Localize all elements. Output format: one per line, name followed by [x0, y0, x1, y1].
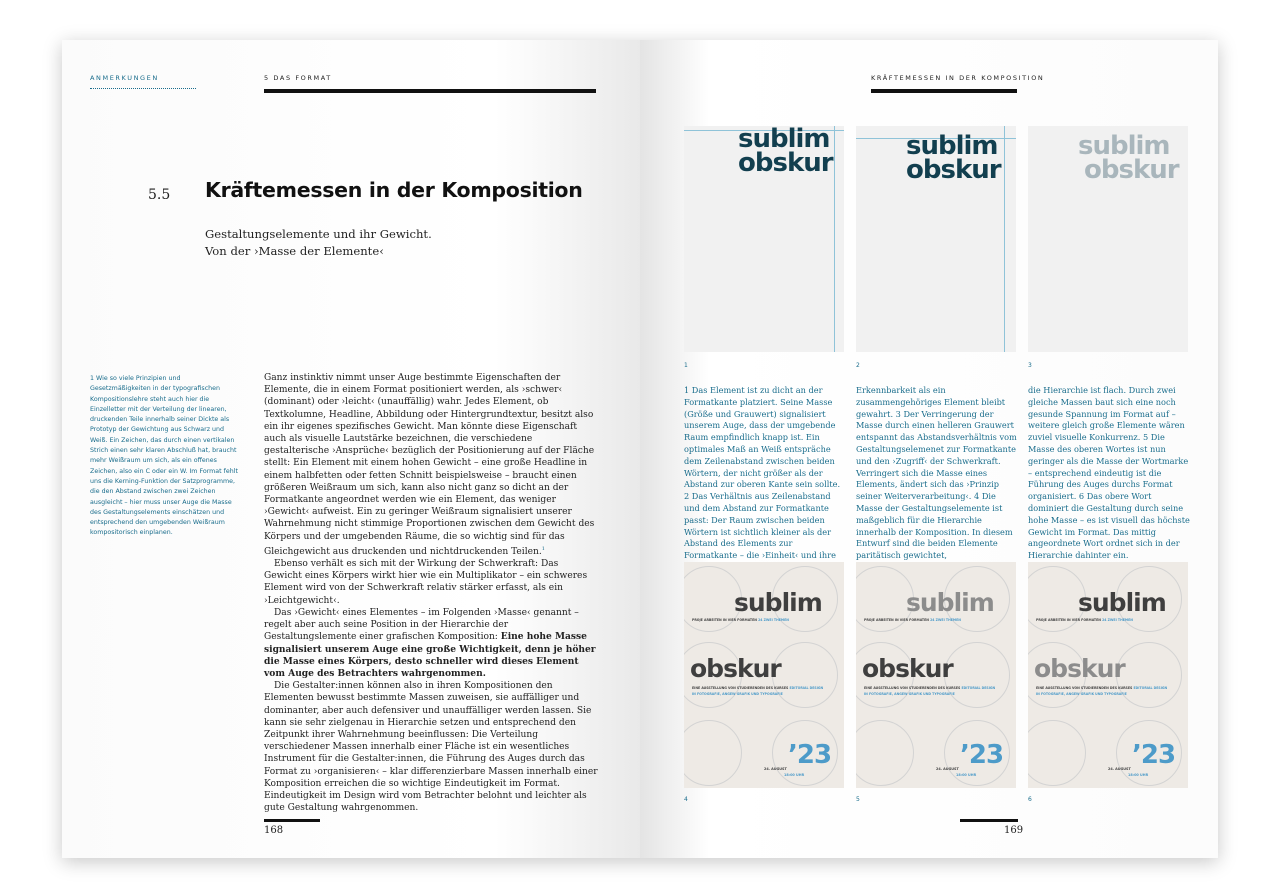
poster-line-c: IN FOTOGRAFIE, ANGEW GRAFIK UND TYPOGRAFIE — [1036, 692, 1127, 696]
paragraph-3-bold: Eine hohe Masse signalisiert unserem Auge eine große Wichtigkeit, denn je höher die Masse eines Körpers, desto schneller wird dieses Element vom Auge des Betrachters wahrgenommen. — [264, 631, 596, 679]
guide-line — [1004, 126, 1005, 352]
wordmark-line-1: sublim — [738, 126, 830, 154]
decorative-circle — [856, 720, 914, 786]
folio-rule-left — [264, 819, 320, 822]
poster-line-b — [692, 686, 823, 690]
poster-word-2: obskur — [862, 654, 953, 683]
thumbnail-number: 6 — [1028, 796, 1032, 803]
poster-word-1: sublim — [906, 588, 994, 617]
guide-line — [834, 126, 835, 352]
poster-line-c: IN FOTOGRAFIE, ANGEW GRAFIK UND TYPOGRAFIE — [692, 692, 783, 696]
body-paragraph-3 — [264, 607, 598, 680]
folio-right: 169 — [1004, 825, 1024, 836]
poster-year: ’23 — [1132, 740, 1176, 770]
poster-word-1: sublim — [734, 588, 822, 617]
poster-6 — [1028, 562, 1188, 788]
decorative-circle — [684, 720, 742, 786]
poster-date: 24. AUGUST — [936, 767, 959, 771]
running-head-right: KRÄFTEMESSEN IN DER KOMPOSITION — [871, 74, 1045, 82]
thumbnail-number: 4 — [684, 796, 688, 803]
caption-column-1: 1 Das Element ist zu dicht an der Formatkante platziert. Seine Masse (Größe und Grauwert) signalisiert unserem Auge, dass der umgebende Raum empfindlich knapp ist. Ein optimales Maß an Weiß entspräche dem Zeilenabstand zwischen beiden Wörtern, der nicht größer als der Abstand zur oberen Kante sein sollte. 2 Das Verhältnis aus Zeilenabstand und dem Abstand zur Formatkante passt: Der Raum zwischen beiden Wörtern ist sichtlich kleiner als der Abstand des Elements zur Formatkante – die ›Einheit‹ und ihre — [684, 385, 841, 561]
decorative-circle — [944, 642, 1010, 708]
side-note: 1 Wie so viele Prinzipien und Gesetzmäßigkeiten in der typografischen Kompositionslehre steht auch hier die Einzelletter mit der Verteilung der linearen, druckenden Teile innerhalb seiner Dickte als Prototyp der Gewichtung aus Schwarz und Weiß. Ein Zeichen, das durch einen vertikalen Strich einen sehr klaren Abschluß hat, braucht mehr Weißraum um sich, als ein offenes Zeichen, also ein C oder ein W. Im Format fehlt uns die Kerning-Funktion der Satzprogramme, die den Abstand zwischen zwei Zeichen ausgleicht – hier muss unser Auge die Masse des Gestaltungselements einschätzen und entsprechend den umgebenden Weißraum kompositorisch einplanen. — [90, 375, 238, 537]
thumbnail-number: 1 — [684, 362, 688, 369]
poster-word-2: obskur — [690, 654, 781, 683]
poster-word-2: obskur — [1034, 654, 1125, 683]
decorative-circle — [772, 642, 838, 708]
right-page — [640, 40, 1218, 858]
paragraph-3-text: Das ›Gewicht‹ eines Elementes – im Folgenden ›Masse‹ genannt – regelt aber auch seine Position in der Hierarchie der Gestaltungslemente einer grafischen Komposition: — [264, 607, 579, 643]
body-text — [264, 372, 598, 814]
head-rule-left — [264, 89, 596, 93]
poster-line-b-accent: EDITORIAL DESIGN — [1133, 686, 1168, 690]
poster-line-b-text: EINE AUSSTELLUNG VON STUDIERENDEN DES KURSES — [1036, 686, 1133, 690]
footnote-ref: 1 — [541, 545, 545, 552]
wordmark-line-1: sublim — [906, 131, 998, 161]
poster-4 — [684, 562, 844, 788]
caption-column-2: Erkennbarkeit als ein zusammengehöriges Element bleibt gewahrt. 3 Der Verringerung der Masse durch einen helleren Grauwert entspannt das Abstandsverhältnis vom Gestaltungselemenet zur Formatkante und den ›Zugriff‹ der Schwerkraft. Verringert sich die Masse eines Elements, ändert sich das ›Prinzip seiner Weiterverarbeitung‹. 4 Die Masse der Gestaltungselemente ist maßgeblich für die Hierarchie innerhalb der Komposition. In diesem Entwurf sind die beiden Elemente paritätisch gewichtet, — [856, 385, 1017, 561]
poster-time: 18:00 UHR — [1128, 773, 1149, 777]
poster-line-a — [864, 618, 961, 622]
poster-line-a-text: PROJE ARBEITEN IN VIER FORMATEN — [1036, 618, 1101, 622]
poster-time: 18:00 UHR — [956, 773, 977, 777]
body-paragraph-2: Ebenso verhält es sich mit der Wirkung der Schwerkraft: Das Gewicht eines Körpers wirkt hier wie ein Multiplikator – ein schweres Element wird von der Schwerkraft relativ stärker erfasst, als ein ›Leichtgewicht‹. — [264, 559, 588, 606]
poster-date: 24. AUGUST — [1108, 767, 1131, 771]
thumbnail-3 — [1028, 126, 1188, 352]
poster-date: 24. AUGUST — [764, 767, 787, 771]
head-rule-right — [871, 89, 1017, 93]
body-paragraph-4: Die Gestalter:innen können also in ihren Kompositionen den Elementen bewusst bestimmte Massen zuweisen, sie auffälliger und dominanter, aber auch defensiver und unauffälliger werden lassen. Sie kann sie sehr zielgenau in Hierarchie setzen und entsprechend den Zeitpunkt ihrer Wahrnehmung beeinflussen: Die Verteilung verschiedener Massen innerhalb einer Fläche ist ein wesentliches Instrument für die Gestalter:innen, die Führung des Auges durch das Format zu ›organisieren‹ – klar differenzierbare Massen innerhalb einer Komposition erreichen die so wichtige Eindeutigkeit im Format. Eindeutigkeit im Design wird vom Betrachter belohnt und leichter als gute Gestaltung wahrgenommen. — [264, 681, 598, 814]
poster-line-c: IN FOTOGRAFIE, ANGEW GRAFIK UND TYPOGRAFIE — [864, 692, 955, 696]
folio-left: 168 — [264, 825, 284, 836]
thumbnail-number: 5 — [856, 796, 860, 803]
page-title: Kräftemessen in der Komposition — [205, 178, 583, 202]
book-spread — [62, 40, 1218, 858]
wordmark-line-2: obskur — [1084, 155, 1179, 185]
running-head-left: 5 DAS FORMAT — [264, 74, 332, 82]
poster-word-1: sublim — [1078, 588, 1166, 617]
subtitle-line-1: Gestaltungselemente und ihr Gewicht. — [205, 227, 432, 241]
poster-line-b-accent: EDITORIAL DESIGN — [961, 686, 996, 690]
thumbnail-number: 2 — [856, 362, 860, 369]
poster-line-a — [692, 618, 789, 622]
poster-year: ’23 — [788, 740, 832, 770]
poster-line-a-accent: 24 ZWEI THEMEN — [758, 618, 789, 622]
subtitle — [205, 226, 432, 260]
poster-line-b — [864, 686, 995, 690]
thumbnail-1 — [684, 126, 844, 352]
decorative-circle — [1028, 720, 1086, 786]
left-page — [62, 40, 640, 858]
poster-line-a-text: PROJE ARBEITEN IN VIER FORMATEN — [864, 618, 929, 622]
poster-time: 18:00 UHR — [784, 773, 805, 777]
wordmark-line-1: sublim — [1078, 131, 1170, 161]
poster-line-a-accent: 24 ZWEI THEMEN — [1102, 618, 1133, 622]
poster-5 — [856, 562, 1016, 788]
folio-rule-right — [960, 819, 1018, 822]
poster-line-a-text: PROJE ARBEITEN IN VIER FORMATEN — [692, 618, 757, 622]
decorative-circle — [1116, 642, 1182, 708]
subtitle-line-2: Von der ›Masse der Elemente‹ — [205, 244, 384, 258]
poster-line-a — [1036, 618, 1133, 622]
paragraph-1-text: Ganz instinktiv nimmt unser Auge bestimmte Eigenschaften der Elemente, die in einem Format positioniert werden, als ›schwer‹ (dominant) oder ›leicht‹ (unauffällig) wahr. Jedes Element, ob Textkolumne, Headline, Abbildung oder Hintergrundtextur, besitzt also ein ihr eigenes spezifisches Gewicht. Man könnte diese Eigenschaft auch als visuelle Lautstärke bezeichnen, die verschiedene gestalterische ›Ansprüche‹ bezüglich der Positionierung auf der Fläche stellt: Ein Element mit einem hohen Gewicht – eine große Headline in einem halbfetten oder fetten Schnitt beispielsweise – braucht einen größeren Weißraum um sich, kann also nicht ganz so dicht an der Formatkante angeordnet werden wie ein Element, das weniger ›Gewicht‹ aufweist. Ein zu geringer Weißraum signalisiert unserer Wahrnehmung nicht stimmige Proportionen zwischen dem Gewicht des Körpers und der umgebenden Räume, die so wichtig sind für das Gleichgewicht aus druckenden und nichtdruckenden Teilen. — [264, 373, 595, 557]
caption-column-3: die Hierarchie ist flach. Durch zwei gleiche Massen baut sich eine noch gesunde Spannung im Format auf – weitere gleich große Elemente wären zuviel visuelle Konkurrenz. 5 Die Masse des oberen Wortes ist nun geringer als die Masse der Wortmarke – entsprechend eindeutig ist die Führung des Auges durchs Format organisiert. 6 Das obere Wort dominiert die Gestaltung durch seine hohe Masse – es ist visuell das höchste Gewicht im Format. Das mittig angeordnete Wort ordnet sich in der Hierarchie dahinter ein. — [1028, 385, 1190, 561]
poster-line-b-accent: EDITORIAL DESIGN — [789, 686, 824, 690]
poster-line-b — [1036, 686, 1167, 690]
poster-year: ’23 — [960, 740, 1004, 770]
body-paragraph-1 — [264, 372, 598, 558]
poster-line-b-text: EINE AUSSTELLUNG VON STUDIERENDEN DES KURSES — [692, 686, 789, 690]
poster-line-b-text: EINE AUSSTELLUNG VON STUDIERENDEN DES KURSES — [864, 686, 961, 690]
poster-line-a-accent: 24 ZWEI THEMEN — [930, 618, 961, 622]
wordmark-line-2: obskur — [906, 155, 1001, 185]
wordmark-line-2: obskur — [738, 148, 833, 178]
section-number: 5.5 — [148, 187, 171, 203]
margin-label: ANMERKUNGEN — [90, 74, 159, 82]
margin-label-rule — [90, 88, 196, 89]
thumbnail-number: 3 — [1028, 362, 1032, 369]
thumbnail-2 — [856, 126, 1016, 352]
